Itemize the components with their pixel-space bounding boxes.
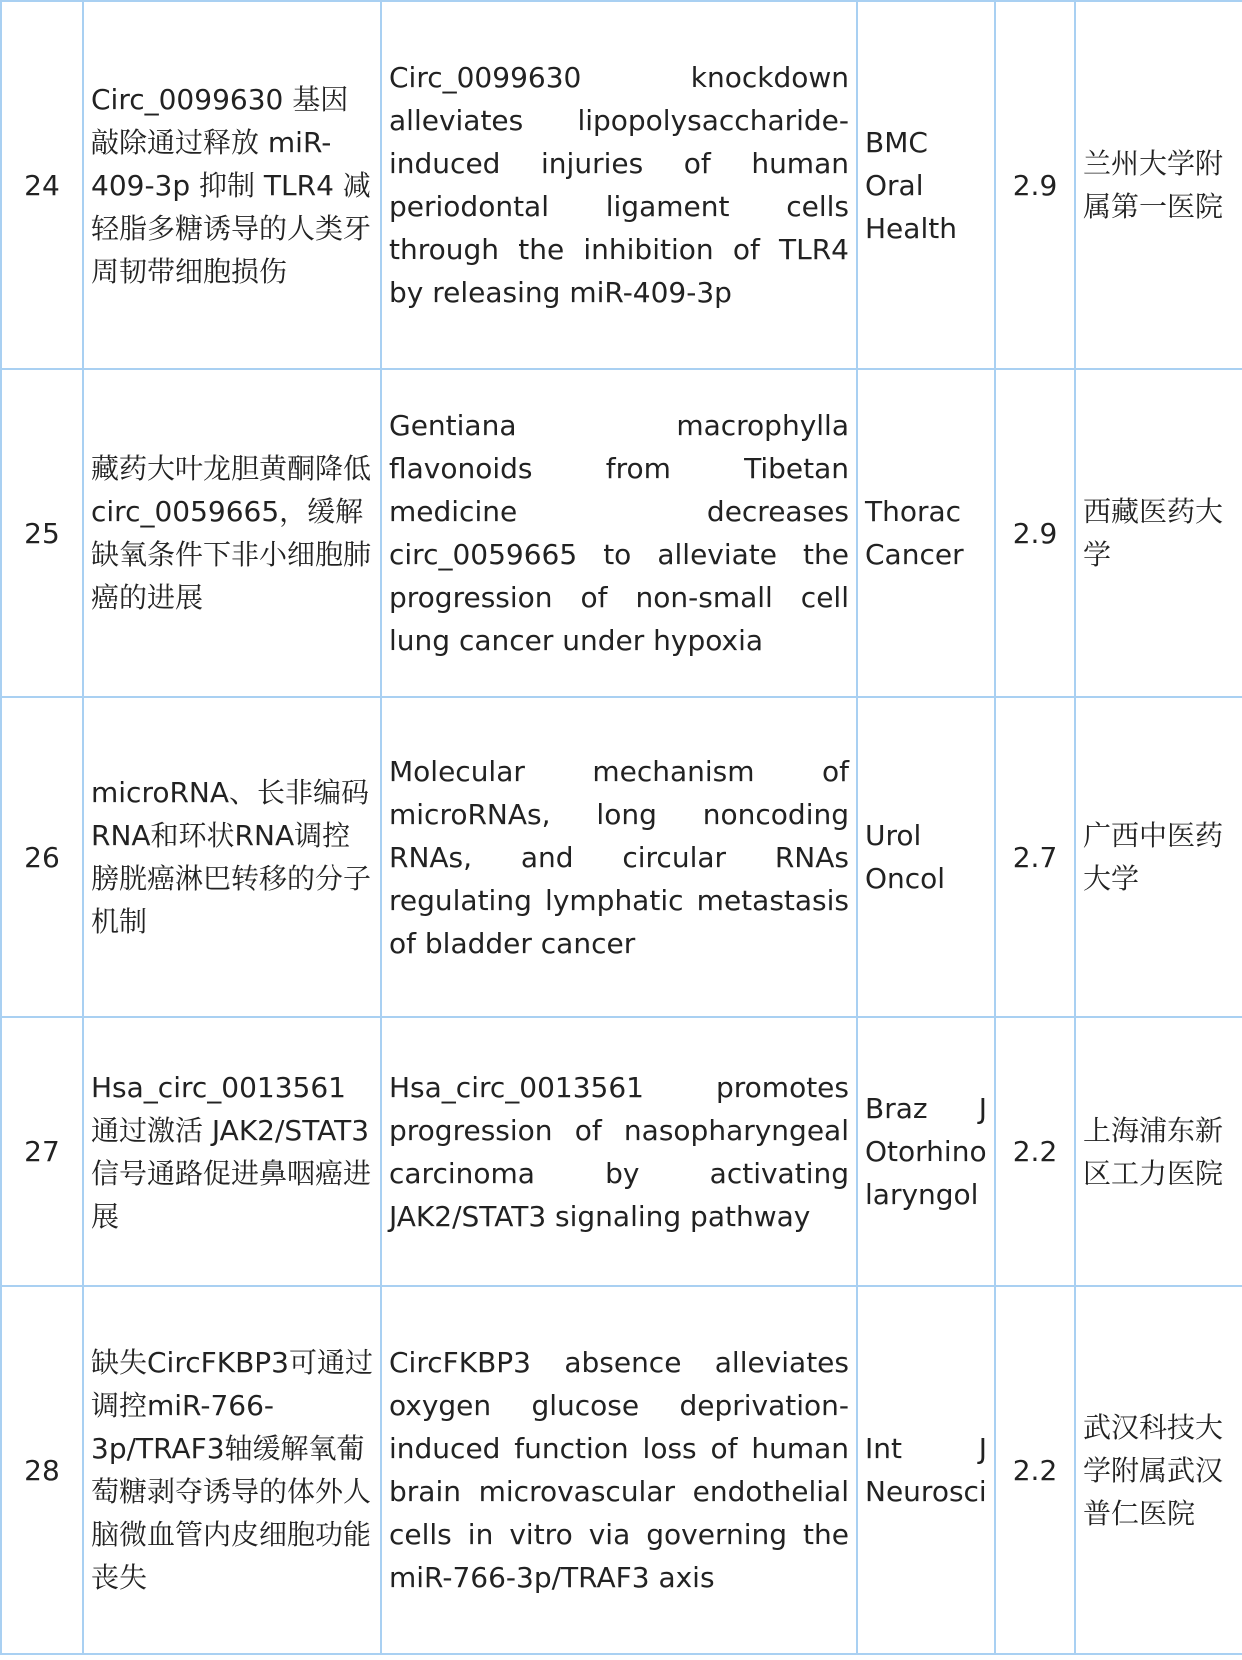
english-title: Hsa_circ_0013561 promotes progression of nasopharyngeal carcinoma by activating JAK2/STAT3 signaling pathway (381, 1017, 857, 1286)
impact-factor: 2.2 (995, 1017, 1075, 1286)
chinese-title: Circ_0099630 基因敲除通过释放 miR-409-3p 抑制 TLR4 减轻脂多糖诱导的人类牙周韧带细胞损伤 (83, 1, 381, 369)
row-index: 25 (1, 369, 83, 697)
table-row (1, 1017, 1242, 1286)
table-row (1, 369, 1242, 697)
chinese-title: 藏药大叶龙胆黄酮降低circ_0059665，缓解缺氧条件下非小细胞肺癌的进展 (83, 369, 381, 697)
table-row (1, 1286, 1242, 1654)
impact-factor: 2.9 (995, 369, 1075, 697)
row-index: 24 (1, 1, 83, 369)
chinese-title: 缺失CircFKBP3可通过调控miR-766-3p/TRAF3轴缓解氧葡萄糖剥夺诱导的体外人脑微血管内皮细胞功能丧失 (83, 1286, 381, 1654)
table-row (1, 1, 1242, 369)
institution: 武汉科技大学附属武汉普仁医院 (1075, 1286, 1242, 1654)
table-row (1, 697, 1242, 1017)
english-title: Circ_0099630 knockdown alleviates lipopolysaccharide-induced injuries of human periodontal ligament cells through the inhibition of TLR4 by releasing miR-409-3p (381, 1, 857, 369)
impact-factor: 2.9 (995, 1, 1075, 369)
institution: 西藏医药大学 (1075, 369, 1242, 697)
english-title: Gentiana macrophylla flavonoids from Tibetan medicine decreases circ_0059665 to alleviate the progression of non-small cell lung cancer under hypoxia (381, 369, 857, 697)
journal-name: Braz J Otorhinolaryngol (857, 1017, 995, 1286)
row-index: 27 (1, 1017, 83, 1286)
journal-name: BMC Oral Health (857, 1, 995, 369)
row-index: 26 (1, 697, 83, 1017)
impact-factor: 2.7 (995, 697, 1075, 1017)
institution: 广西中医药大学 (1075, 697, 1242, 1017)
institution: 上海浦东新区工力医院 (1075, 1017, 1242, 1286)
institution: 兰州大学附属第一医院 (1075, 1, 1242, 369)
english-title: CircFKBP3 absence alleviates oxygen glucose deprivation-induced function loss of human brain microvascular endothelial cells in vitro via governing the miR-766-3p/TRAF3 axis (381, 1286, 857, 1654)
journal-name: Int J Neurosci (857, 1286, 995, 1654)
impact-factor: 2.2 (995, 1286, 1075, 1654)
journal-name: Thorac Cancer (857, 369, 995, 697)
row-index: 28 (1, 1286, 83, 1654)
journal-name: Urol Oncol (857, 697, 995, 1017)
english-title: Molecular mechanism of microRNAs, long noncoding RNAs, and circular RNAs regulating lymphatic metastasis of bladder cancer (381, 697, 857, 1017)
chinese-title: Hsa_circ_0013561 通过激活 JAK2/STAT3信号通路促进鼻咽癌进展 (83, 1017, 381, 1286)
chinese-title: microRNA、长非编码RNA和环状RNA调控膀胱癌淋巴转移的分子机制 (83, 697, 381, 1017)
